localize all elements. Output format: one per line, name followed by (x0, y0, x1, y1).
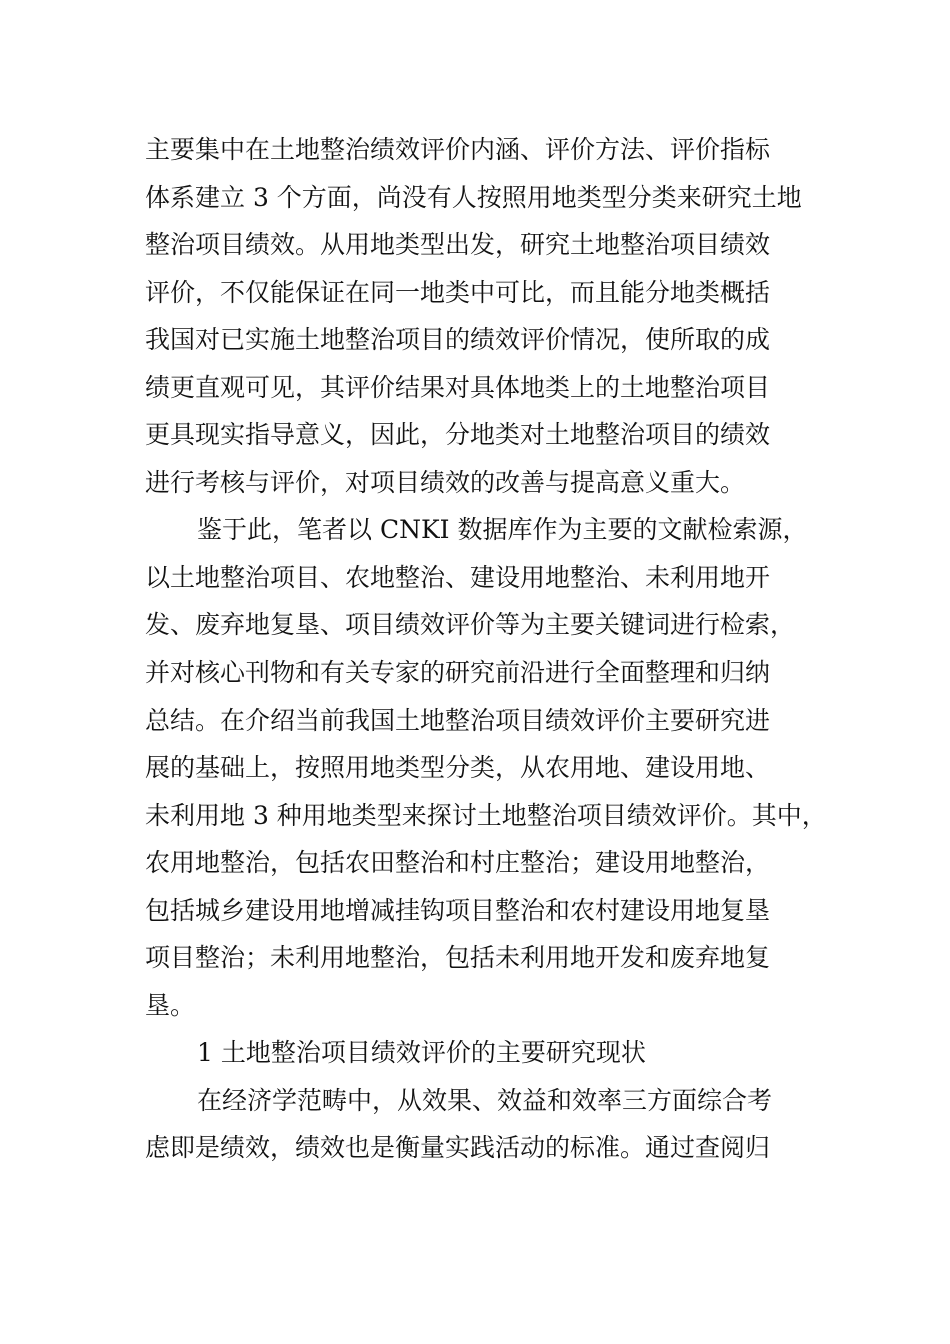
paragraph-line: 农用地整治，包括农田整治和村庄整治；建设用地整治， (145, 848, 771, 878)
paragraph-line: 未利用地 3 种用地类型来探讨土地整治项目绩效评价。其中， (145, 800, 827, 830)
paragraph-line: 主要集中在土地整治绩效评价内涵、评价方法、评价指标 (145, 135, 771, 164)
paragraph-line: 项目整治；未利用地整治，包括未利用地开发和废弃地复 (145, 943, 771, 973)
paragraph-line: 我国对已实施土地整治项目的绩效评价情况，使所取的成 (145, 325, 771, 355)
paragraph-line: 发、废弃地复垦、项目绩效评价等为主要关键词进行检索， (145, 610, 796, 640)
paragraph-line: 虑即是绩效，绩效也是衡量实践活动的标准。通过查阅归 (145, 1133, 771, 1163)
paragraph-line: 鉴于此，笔者以 CNKI 数据库作为主要的文献检索源， (197, 515, 808, 545)
paragraph-line: 进行考核与评价，对项目绩效的改善与提高意义重大。 (145, 467, 746, 497)
paragraph-line: 更具现实指导意义，因此，分地类对土地整治项目的绩效 (145, 420, 771, 450)
body-text (145, 126, 835, 1172)
paragraph-line: 展的基础上，按照用地类型分类，从农用地、建设用地、 (145, 753, 771, 783)
section-heading: 1 土地整治项目绩效评价的主要研究现状 (197, 1038, 646, 1068)
paragraph-line: 以土地整治项目、农地整治、建设用地整治、未利用地开 (145, 562, 771, 592)
paragraph-line: 包括城乡建设用地增减挂钩项目整治和农村建设用地复垦 (145, 895, 771, 925)
paragraph-line: 垦。 (145, 990, 196, 1020)
paragraph-line: 整治项目绩效。从用地类型出发，研究土地整治项目绩效 (145, 230, 771, 260)
paragraph-line: 绩更直观可见，其评价结果对具体地类上的土地整治项目 (145, 372, 771, 402)
paragraph-line: 并对核心刊物和有关专家的研究前沿进行全面整理和归纳 (145, 658, 771, 688)
paragraph-line: 体系建立 3 个方面，尚没有人按照用地类型分类来研究土地 (145, 182, 802, 212)
paragraph-line: 在经济学范畴中，从效果、效益和效率三方面综合考 (197, 1085, 773, 1115)
paragraph-line: 评价，不仅能保证在同一地类中可比，而且能分地类概括 (145, 277, 771, 307)
paragraph-line: 总结。在介绍当前我国土地整治项目绩效评价主要研究进 (145, 705, 771, 735)
